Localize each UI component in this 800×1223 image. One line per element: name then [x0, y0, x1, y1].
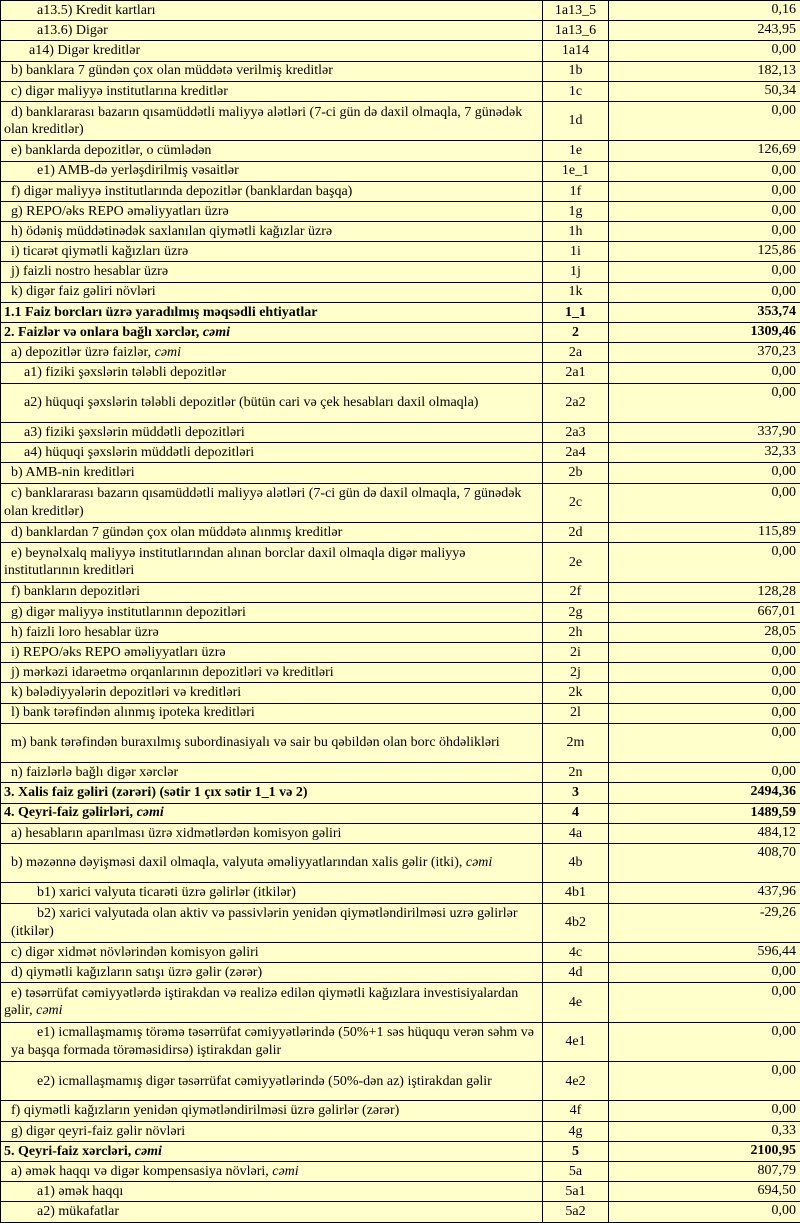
row-description: e1) AMB-də yerləşdirilmiş vəsaitlər	[37, 163, 239, 178]
code-cell: 2j	[543, 663, 609, 683]
row-description: e1) icmallaşmamış törəmə təsərrüfat cəmiyyətlərində (50%+1 səs hüququ verən səhm və ya başqa formada törəməsidirsə) iştirakdan gəlir	[11, 1025, 534, 1058]
table-row	[1, 443, 800, 463]
row-description: g) digər maliyyə institutlarının depozitləri	[11, 605, 246, 620]
row-description: a14) Digər kreditlər	[29, 43, 140, 58]
value-cell: 1489,59	[609, 803, 800, 823]
row-description: 2. Faizlər və onlara bağlı xərclər,	[4, 325, 203, 340]
table-row	[1, 1121, 800, 1141]
description-cell	[1, 21, 543, 41]
table-row	[1, 1202, 800, 1222]
row-description: e) təsərrüfat cəmiyyətlərdə iştirakdan və realizə edilən qiymətli kağızlara investisiyalardan gəlir,	[4, 986, 518, 1019]
value-cell: 115,89	[609, 522, 800, 542]
code-cell: 5a	[543, 1162, 609, 1182]
code-cell: 3	[543, 783, 609, 803]
value-cell: 0,00	[609, 383, 800, 422]
value-cell: 0,00	[609, 201, 800, 221]
code-cell: 2k	[543, 683, 609, 703]
row-description: 3. Xalis faiz gəliri (zərəri) (sətir 1 çıx sətir 1_1 və 2)	[4, 785, 307, 800]
description-cell	[1, 242, 543, 262]
table-row	[1, 21, 800, 41]
table-body	[1, 1, 800, 1223]
value-cell: 0,00	[609, 101, 800, 140]
description-cell	[1, 803, 543, 823]
code-cell: 2a2	[543, 383, 609, 422]
description-cell	[1, 422, 543, 442]
row-description: k) digər faiz gəliri növləri	[11, 284, 156, 299]
row-description: a2) mükafatlar	[37, 1204, 119, 1219]
description-cell	[1, 1182, 543, 1202]
description-cell	[1, 1202, 543, 1222]
table-row	[1, 422, 800, 442]
row-description: b1) xarici valyuta ticarəti üzrə gəlirlər (itkilər)	[37, 885, 296, 900]
code-cell: 4e	[543, 983, 609, 1022]
table-row	[1, 282, 800, 302]
code-cell: 1j	[543, 262, 609, 282]
row-description: a) əmək haqqı və digər kompensasiya növləri,	[11, 1164, 272, 1179]
code-cell: 2e	[543, 543, 609, 582]
table-row	[1, 101, 800, 140]
row-description: 1.1 Faiz borcları üzrə yaradılmış məqsədli ehtiyatlar	[4, 305, 318, 320]
row-description: h) faizli loro hesablar üzrə	[11, 625, 159, 640]
value-cell: 0,00	[609, 1101, 800, 1121]
table-row	[1, 703, 800, 723]
code-cell: 2n	[543, 763, 609, 783]
code-cell: 2a4	[543, 443, 609, 463]
description-cell	[1, 783, 543, 803]
code-cell: 1e	[543, 141, 609, 161]
value-cell: 337,90	[609, 422, 800, 442]
row-description: h) ödəniş müddətinədək saxlanılan qiymətli kağızlar üzrə	[11, 224, 332, 239]
row-description: e) beynəlxalq maliyyə institutlarından alınan borclar daxil olmaqla digər maliyyə institutlarının kreditləri	[4, 546, 465, 579]
row-description-italic-tail: cəmi	[203, 325, 230, 340]
row-description: d) qiymətli kağızların satışı üzrə gəlir (zərər)	[11, 965, 262, 980]
description-cell	[1, 723, 543, 762]
row-description: j) mərkəzi idarəetmə orqanlarının depozitləri və kreditləri	[11, 665, 334, 680]
description-cell	[1, 81, 543, 101]
code-cell: 1g	[543, 201, 609, 221]
value-cell: 2494,36	[609, 783, 800, 803]
value-cell: 0,00	[609, 222, 800, 242]
description-cell	[1, 843, 543, 882]
description-cell	[1, 543, 543, 582]
row-description: a) depozitlər üzrə faizlər,	[11, 345, 155, 360]
description-cell	[1, 443, 543, 463]
value-cell: 0,00	[609, 983, 800, 1022]
value-cell: 0,00	[609, 463, 800, 483]
table-row	[1, 783, 800, 803]
table-row	[1, 1062, 800, 1101]
table-row	[1, 723, 800, 762]
code-cell: 1b	[543, 61, 609, 81]
value-cell: 2100,95	[609, 1141, 800, 1161]
value-cell: 0,00	[609, 1202, 800, 1222]
value-cell: 126,69	[609, 141, 800, 161]
row-description: i) REPO/əks REPO əməliyyatları üzrə	[11, 645, 226, 660]
row-description: a) hesabların aparılması üzrə xidmətlərdən komisyon gəliri	[11, 826, 341, 841]
value-cell: 0,00	[609, 1062, 800, 1101]
row-description: 5. Qeyri-faiz xərcləri,	[4, 1144, 135, 1159]
table-row	[1, 161, 800, 181]
row-description: a1) əmək haqqı	[37, 1184, 123, 1199]
description-cell	[1, 463, 543, 483]
row-description-italic-tail: cəmi	[137, 805, 164, 820]
row-description-italic-tail: cəmi	[135, 1144, 162, 1159]
row-description: b) banklara 7 gündən çox olan müddətə verilmiş kreditlər	[11, 63, 333, 78]
description-cell	[1, 582, 543, 602]
value-cell: 0,16	[609, 1, 800, 21]
table-row	[1, 823, 800, 843]
value-cell: 125,86	[609, 242, 800, 262]
row-description: d) banklardan 7 gündən çox olan müddətə alınmış kreditlər	[11, 525, 342, 540]
description-cell	[1, 222, 543, 242]
description-cell	[1, 262, 543, 282]
value-cell: 0,00	[609, 763, 800, 783]
value-cell: 0,00	[609, 41, 800, 61]
row-description: g) REPO/əks REPO əməliyyatları üzrə	[11, 204, 229, 219]
value-cell: 0,00	[609, 161, 800, 181]
code-cell: 1i	[543, 242, 609, 262]
value-cell: 50,34	[609, 81, 800, 101]
value-cell: 0,00	[609, 683, 800, 703]
code-cell: 1e_1	[543, 161, 609, 181]
code-cell: 2d	[543, 522, 609, 542]
value-cell: 0,00	[609, 723, 800, 762]
code-cell: 4	[543, 803, 609, 823]
value-cell: 1309,46	[609, 323, 800, 343]
row-description: n) faizlərlə bağlı digər xərclər	[11, 765, 178, 780]
table-row	[1, 483, 800, 522]
row-description: k) bələdiyyələrin depozitləri və kreditləri	[11, 685, 241, 700]
row-description: a2) hüquqi şəxslərin tələbli depozitlər (bütün cari və çek hesabları daxil olmaqla)	[24, 395, 478, 410]
table-row	[1, 883, 800, 903]
row-description: l) bank tərəfindən alınmış ipoteka kreditləri	[11, 705, 255, 720]
code-cell: 4b	[543, 843, 609, 882]
table-row	[1, 903, 800, 942]
value-cell: 667,01	[609, 602, 800, 622]
table-row	[1, 942, 800, 962]
row-description: m) bank tərəfindən buraxılmış subordinasiyalı və sair bu qəbildən olan borc öhdəlikləri	[11, 735, 500, 750]
table-row	[1, 302, 800, 322]
description-cell	[1, 1022, 543, 1061]
code-cell: 1c	[543, 81, 609, 101]
code-cell: 2a1	[543, 363, 609, 383]
description-cell	[1, 683, 543, 703]
value-cell: 0,00	[609, 181, 800, 201]
value-cell: 596,44	[609, 942, 800, 962]
description-cell	[1, 61, 543, 81]
table-row	[1, 383, 800, 422]
value-cell: 28,05	[609, 622, 800, 642]
description-cell	[1, 1, 543, 21]
value-cell: 182,13	[609, 61, 800, 81]
row-description-italic-tail: cəmi	[36, 1003, 62, 1018]
description-cell	[1, 483, 543, 522]
row-description: a3) fiziki şəxslərin müddətli depozitləri	[24, 425, 245, 440]
description-cell	[1, 323, 543, 343]
description-cell	[1, 1162, 543, 1182]
value-cell: -29,26	[609, 903, 800, 942]
table-row	[1, 843, 800, 882]
code-cell: 5a2	[543, 1202, 609, 1222]
description-cell	[1, 101, 543, 140]
description-cell	[1, 942, 543, 962]
description-cell	[1, 302, 543, 322]
table-row	[1, 582, 800, 602]
code-cell: 1a13_6	[543, 21, 609, 41]
value-cell: 437,96	[609, 883, 800, 903]
code-cell: 4a	[543, 823, 609, 843]
description-cell	[1, 343, 543, 363]
table-row	[1, 141, 800, 161]
value-cell: 694,50	[609, 1182, 800, 1202]
description-cell	[1, 161, 543, 181]
table-row	[1, 1182, 800, 1202]
value-cell: 32,33	[609, 443, 800, 463]
code-cell: 1_1	[543, 302, 609, 322]
value-cell: 0,00	[609, 643, 800, 663]
table-row	[1, 262, 800, 282]
code-cell: 2a3	[543, 422, 609, 442]
row-description: 4. Qeyri-faiz gəlirləri,	[4, 805, 137, 820]
row-description: a1) fiziki şəxslərin tələbli depozitlər	[24, 365, 226, 380]
code-cell: 2a	[543, 343, 609, 363]
table-row	[1, 242, 800, 262]
value-cell: 243,95	[609, 21, 800, 41]
description-cell	[1, 383, 543, 422]
table-row	[1, 643, 800, 663]
table-row	[1, 602, 800, 622]
description-cell	[1, 763, 543, 783]
table-row	[1, 343, 800, 363]
code-cell: 2l	[543, 703, 609, 723]
value-cell: 353,74	[609, 302, 800, 322]
code-cell: 2c	[543, 483, 609, 522]
table-row	[1, 1141, 800, 1161]
row-description: b) AMB-nin kreditləri	[11, 465, 135, 480]
code-cell: 2m	[543, 723, 609, 762]
table-row	[1, 803, 800, 823]
description-cell	[1, 41, 543, 61]
table-row	[1, 1022, 800, 1061]
code-cell: 4f	[543, 1101, 609, 1121]
table-row	[1, 983, 800, 1022]
value-cell: 370,23	[609, 343, 800, 363]
row-description-italic-tail: cəmi	[272, 1164, 298, 1179]
description-cell	[1, 201, 543, 221]
code-cell: 2g	[543, 602, 609, 622]
description-cell	[1, 883, 543, 903]
table-row	[1, 363, 800, 383]
code-cell: 1h	[543, 222, 609, 242]
value-cell: 0,00	[609, 1022, 800, 1061]
row-description: e) banklarda depozitlər, o cümlədən	[11, 143, 211, 158]
value-cell: 408,70	[609, 843, 800, 882]
value-cell: 0,00	[609, 262, 800, 282]
table-row	[1, 81, 800, 101]
description-cell	[1, 1101, 543, 1121]
row-description: j) faizli nostro hesablar üzrə	[11, 264, 168, 279]
row-description: c) banklararası bazarın qısamüddətli maliyyə alətləri (7-ci gün də daxil olmaqla, 7 günədək olan kreditlər)	[4, 486, 521, 519]
row-description: e2) icmallaşmamış digər təsərrüfat cəmiyyətlərində (50%-dən az) iştirakdan gəlir	[37, 1074, 492, 1089]
row-description-italic-tail: cəmi	[466, 855, 492, 870]
row-description: a13.6) Digər	[37, 23, 108, 38]
value-cell: 0,00	[609, 543, 800, 582]
table-row	[1, 543, 800, 582]
table-row	[1, 323, 800, 343]
value-cell: 0,00	[609, 703, 800, 723]
row-description: f) bankların depozitləri	[11, 584, 140, 599]
code-cell: 2f	[543, 582, 609, 602]
row-description: a4) hüquqi şəxslərin müddətli depozitləri	[24, 445, 254, 460]
table-row	[1, 463, 800, 483]
value-cell: 0,00	[609, 363, 800, 383]
code-cell: 2b	[543, 463, 609, 483]
description-cell	[1, 1062, 543, 1101]
description-cell	[1, 181, 543, 201]
table-row	[1, 41, 800, 61]
code-cell: 4e2	[543, 1062, 609, 1101]
code-cell: 4d	[543, 963, 609, 983]
description-cell	[1, 703, 543, 723]
row-description: b) məzənnə dəyişməsi daxil olmaqla, valyuta əməliyyatlarından xalis gəlir (itki),	[11, 855, 466, 870]
code-cell: 1d	[543, 101, 609, 140]
code-cell: 4e1	[543, 1022, 609, 1061]
row-description: b2) xarici valyutada olan aktiv və passivlərin yenidən qiymətləndirilməsi uzrə gəlirlər (itkilər)	[11, 906, 518, 939]
value-cell: 0,00	[609, 663, 800, 683]
code-cell: 2h	[543, 622, 609, 642]
description-cell	[1, 663, 543, 683]
value-cell: 0,00	[609, 282, 800, 302]
description-cell	[1, 643, 543, 663]
code-cell: 5	[543, 1141, 609, 1161]
table-row	[1, 963, 800, 983]
code-cell: 1f	[543, 181, 609, 201]
code-cell: 1a13_5	[543, 1, 609, 21]
table-row	[1, 222, 800, 242]
row-description: c) digər xidmət növlərindən komisyon gəliri	[11, 945, 259, 960]
table-row	[1, 1, 800, 21]
row-description: c) digər maliyyə institutlarına kreditlər	[11, 84, 228, 99]
description-cell	[1, 903, 543, 942]
description-cell	[1, 1121, 543, 1141]
description-cell	[1, 1141, 543, 1161]
code-cell: 2	[543, 323, 609, 343]
description-cell	[1, 622, 543, 642]
description-cell	[1, 602, 543, 622]
value-cell: 807,79	[609, 1162, 800, 1182]
row-description: g) digər qeyri-faiz gəlir növləri	[11, 1124, 185, 1139]
table-row	[1, 622, 800, 642]
row-description-italic-tail: cəmi	[155, 345, 181, 360]
table-row	[1, 1101, 800, 1121]
row-description: d) banklararası bazarın qısamüddətli maliyyə alətləri (7-ci gün də daxil olmaqla, 7 günədək olan kreditlər)	[4, 105, 522, 138]
code-cell: 1a14	[543, 41, 609, 61]
code-cell: 4b2	[543, 903, 609, 942]
description-cell	[1, 141, 543, 161]
description-cell	[1, 522, 543, 542]
value-cell: 0,00	[609, 963, 800, 983]
value-cell: 128,28	[609, 582, 800, 602]
row-description: i) ticarət qiymətli kağızları üzrə	[11, 244, 188, 259]
row-description: f) digər maliyyə institutlarında depozitlər (banklardan başqa)	[11, 184, 352, 199]
table-row	[1, 663, 800, 683]
description-cell	[1, 823, 543, 843]
table-row	[1, 522, 800, 542]
value-cell: 0,33	[609, 1121, 800, 1141]
code-cell: 1k	[543, 282, 609, 302]
code-cell: 4c	[543, 942, 609, 962]
row-description: a13.5) Kredit kartları	[37, 3, 156, 18]
code-cell: 4g	[543, 1121, 609, 1141]
description-cell	[1, 282, 543, 302]
table-row	[1, 683, 800, 703]
table-row	[1, 61, 800, 81]
table-row	[1, 201, 800, 221]
table-row	[1, 181, 800, 201]
code-cell: 2i	[543, 643, 609, 663]
description-cell	[1, 963, 543, 983]
value-cell: 484,12	[609, 823, 800, 843]
code-cell: 4b1	[543, 883, 609, 903]
table-row	[1, 763, 800, 783]
value-cell: 0,00	[609, 483, 800, 522]
code-cell: 5a1	[543, 1182, 609, 1202]
table-row	[1, 1162, 800, 1182]
description-cell	[1, 363, 543, 383]
row-description: f) qiymətli kağızların yenidən qiymətləndirilməsi üzrə gəlirlər (zərər)	[11, 1103, 399, 1118]
description-cell	[1, 983, 543, 1022]
